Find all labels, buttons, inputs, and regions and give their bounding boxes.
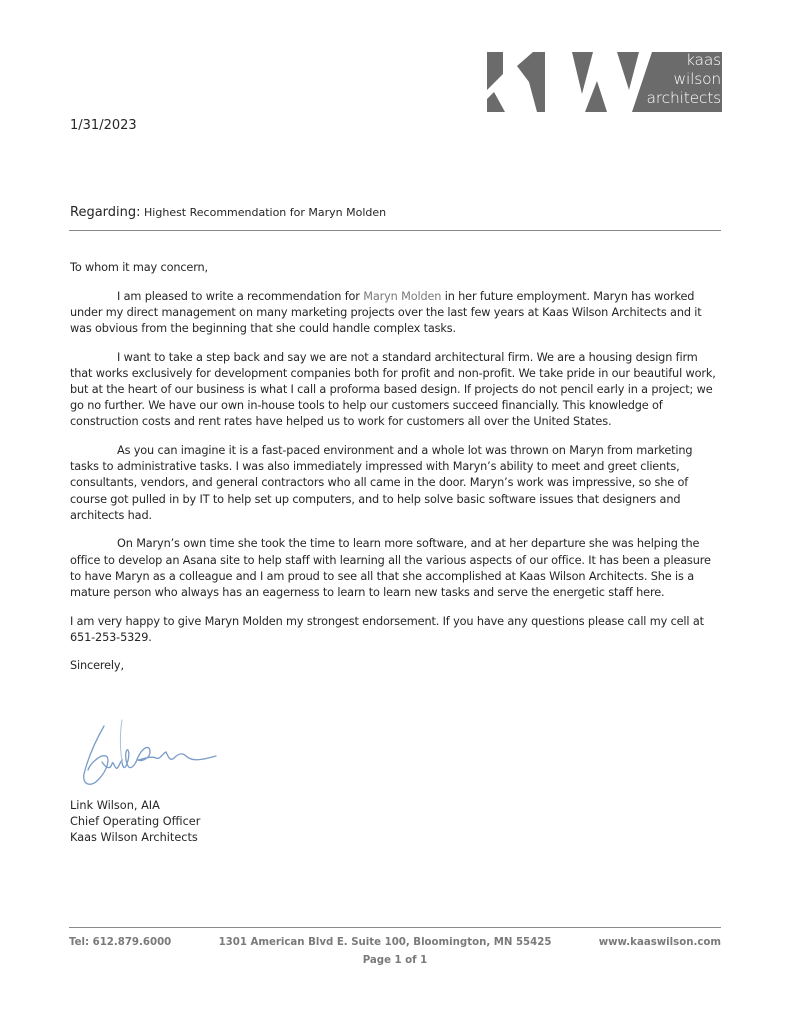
signature-icon xyxy=(76,718,226,793)
regarding-line xyxy=(70,205,386,220)
footer-phone: Tel: 612.879.6000 xyxy=(69,937,172,948)
paragraph-1-before: I am pleased to write a recommendation for xyxy=(117,289,364,303)
paragraph-4: On Maryn’s own time she took the time to learn more software, and at her departure she was helping the office to develop an Asana site to help staff with learning all the various aspects of our office. It has been a pleasure to have Maryn as a colleague and I am proud to see all that she accomplished at Kaas Wilson Architects. She is a mature person who always has an eagerness to learn to learn new tasks and serve the energetic staff here. xyxy=(70,537,711,600)
logo-line-wilson: wilson xyxy=(673,70,721,88)
signer-company: Kaas Wilson Architects xyxy=(70,831,198,845)
closing-paragraph: I am very happy to give Maryn Molden my strongest endorsement. If you have any questions please call my cell at 651-253-5329. xyxy=(70,614,704,644)
company-logo xyxy=(487,52,722,112)
paragraph-1-after: in her future employment. Maryn has worked under my direct management on many marketing projects over the last few years at Kaas Wilson Architects and it was obvious from the beginning that she could handle complex tasks. xyxy=(70,289,702,335)
paragraph-1 xyxy=(70,289,722,338)
candidate-name: Maryn Molden xyxy=(363,289,442,303)
page-number: Page 1 of 1 xyxy=(362,955,428,966)
sign-off: Sincerely, xyxy=(70,659,124,673)
logo-line-architects: architects xyxy=(646,89,721,107)
salutation: To whom it may concern, xyxy=(70,261,208,274)
regarding-label: Regarding: xyxy=(70,205,141,220)
header-divider xyxy=(69,230,721,231)
letter-body xyxy=(70,260,722,687)
paragraph-2: I want to take a step back and say we are not a standard architectural firm. We are a housing design firm that works exclusively for development companies both for profit and non-profit. We take pride in our beautiful work, but at the heart of our business is what I call a proforma based design. If projects do not pencil early in a project; we go no further. We have our own in-house tools to help our customers succeed financially. This knowledge of construction costs and rent rates have helped us to work for customers all over the United States. xyxy=(70,350,716,429)
letter-date: 1/31/2023 xyxy=(70,118,137,133)
signer-title: Chief Operating Officer xyxy=(70,815,201,829)
footer-divider xyxy=(69,927,721,928)
signer-block xyxy=(70,798,200,847)
page-footer xyxy=(69,937,721,966)
signer-name: Link Wilson, AIA xyxy=(70,799,160,812)
handwritten-signature xyxy=(76,718,226,793)
footer-address: 1301 American Blvd E. Suite 100, Bloomington, MN 55425 xyxy=(218,937,552,948)
paragraph-3: As you can imagine it is a fast-paced environment and a whole lot was thrown on Maryn from marketing tasks to administrative tasks. I was also immediately impressed with Maryn’s ability to meet and greet clients, consultants, vendors, and general contractors who all came in the door. Maryn’s work was impressive, so she of course got pulled in by IT to help set up computers, and to help solve basic software issues that designers and architects had. xyxy=(70,444,693,522)
logo-line-kaas: kaas xyxy=(686,51,721,69)
logo-wordmark xyxy=(647,51,721,108)
footer-contact-row xyxy=(69,937,721,948)
regarding-subject: Highest Recommendation for Maryn Molden xyxy=(144,206,387,219)
footer-website: www.kaaswilson.com xyxy=(598,937,721,948)
